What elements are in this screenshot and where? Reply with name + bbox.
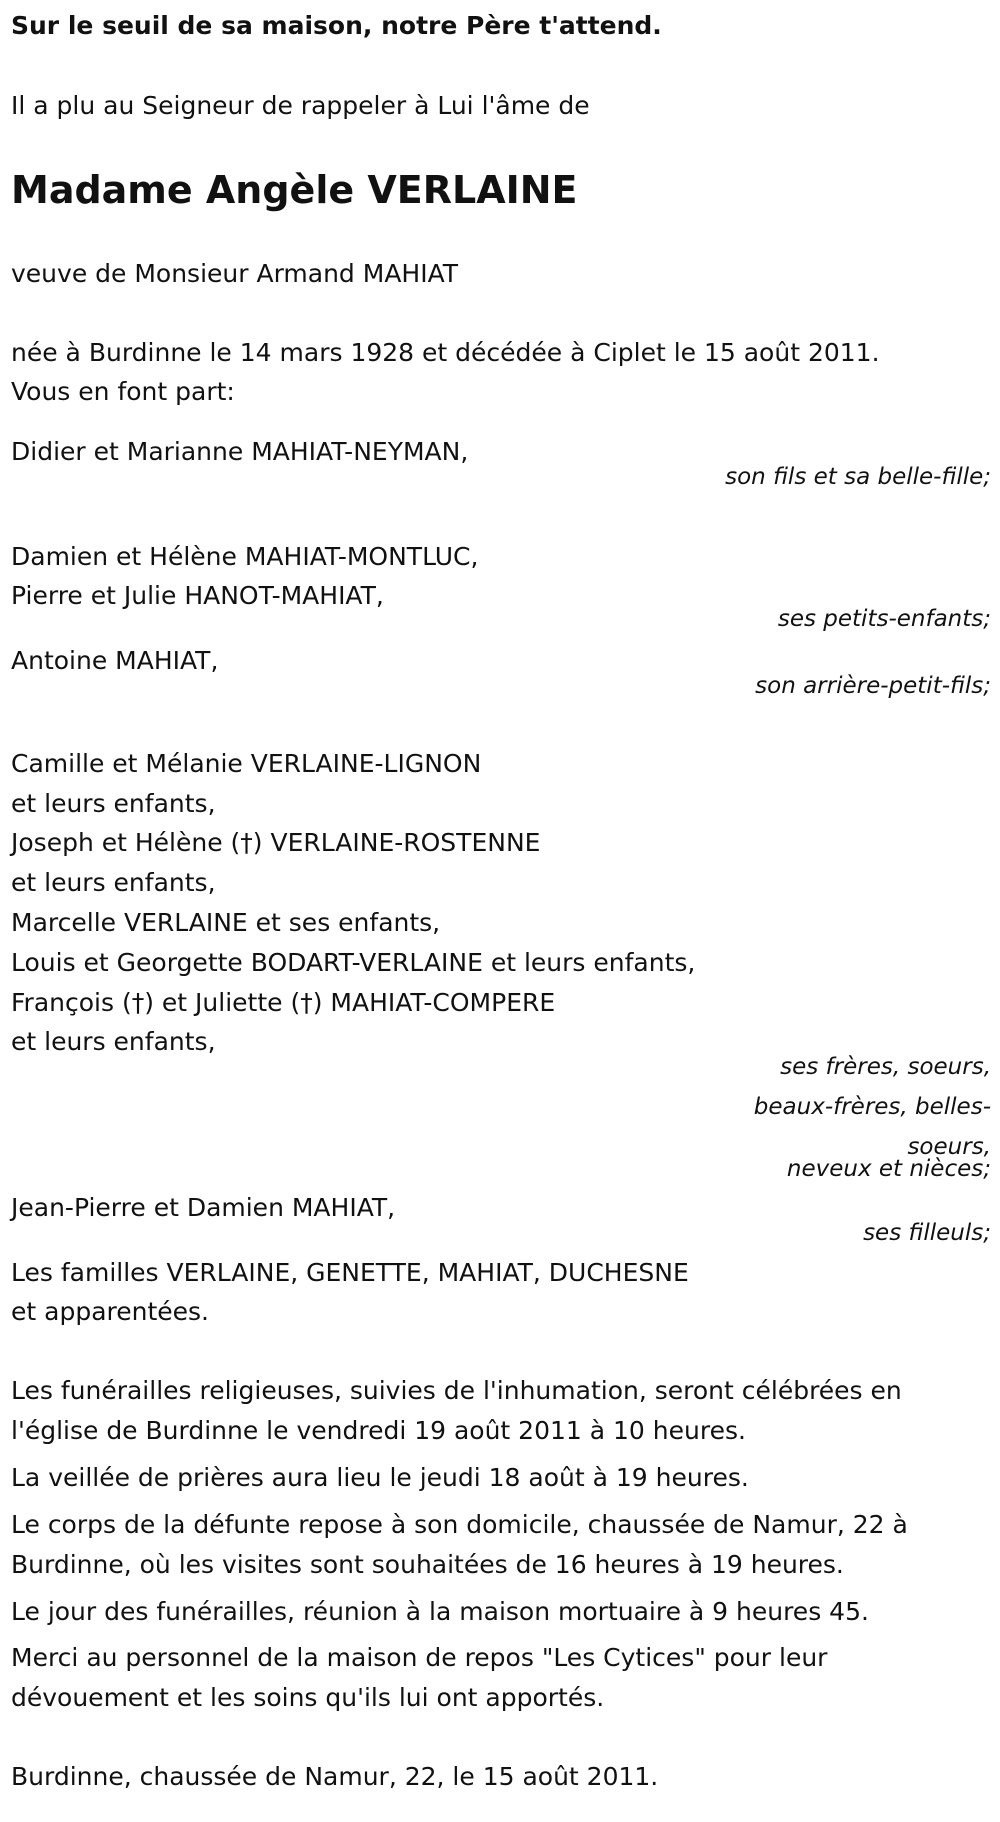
announce-text: Vous en font part:: [11, 377, 235, 406]
greatgrandson-role: son arrière-petit-fils;: [755, 673, 991, 699]
siblings-line-2: et leurs enfants,: [11, 789, 216, 818]
funeral-line-1: Les funérailles religieuses, suivies de l'inhumation, seront célébrées en: [11, 1376, 902, 1405]
families-line-2: et apparentées.: [11, 1297, 209, 1326]
families-line-1: Les familles VERLAINE, GENETTE, MAHIAT, DUCHESNE: [11, 1258, 689, 1287]
son-role: son fils et sa belle-fille;: [725, 464, 991, 490]
gathering-text: Le jour des funérailles, réunion à la maison mortuaire à 9 heures 45.: [11, 1597, 869, 1626]
siblings-line-6: Louis et Georgette BODART-VERLAINE et leurs enfants,: [11, 948, 696, 977]
greatgrandson-line: Antoine MAHIAT,: [11, 646, 219, 675]
godchildren-role: ses filleuls;: [863, 1220, 991, 1246]
siblings-role-1: ses frères, soeurs,: [780, 1054, 991, 1080]
grandchildren-role: ses petits-enfants;: [777, 606, 991, 632]
vigil-text: La veillée de prières aura lieu le jeudi 18 août à 19 heures.: [11, 1463, 749, 1492]
funeral-line-2: l'église de Burdinne le vendredi 19 août 2011 à 10 heures.: [11, 1416, 746, 1445]
siblings-line-5: Marcelle VERLAINE et ses enfants,: [11, 908, 441, 937]
widow-of-text: veuve de Monsieur Armand MAHIAT: [11, 259, 459, 288]
siblings-line-1: Camille et Mélanie VERLAINE-LIGNON: [11, 749, 482, 778]
grandchildren-line-2: Pierre et Julie HANOT-MAHIAT,: [11, 581, 384, 610]
birth-death-text: née à Burdinne le 14 mars 1928 et décédée à Ciplet le 15 août 2011.: [11, 338, 880, 367]
siblings-line-8: et leurs enfants,: [11, 1027, 216, 1056]
grandchildren-line-1: Damien et Hélène MAHIAT-MONTLUC,: [11, 542, 479, 571]
thanks-line-2: dévouement et les soins qu'ils lui ont apportés.: [11, 1683, 605, 1712]
siblings-line-4: et leurs enfants,: [11, 868, 216, 897]
rest-line-2: Burdinne, où les visites sont souhaitées de 16 heures à 19 heures.: [11, 1550, 844, 1579]
thanks-line-1: Merci au personnel de la maison de repos "Les Cytices" pour leur: [11, 1643, 828, 1672]
siblings-role-2: beaux-frères, belles-soeurs,: [753, 1094, 991, 1160]
closing-text: Burdinne, chaussée de Namur, 22, le 15 août 2011.: [11, 1762, 659, 1791]
deceased-name: Madame Angèle VERLAINE: [11, 168, 578, 212]
intro-text: Il a plu au Seigneur de rappeler à Lui l'âme de: [11, 91, 590, 120]
siblings-role-3: neveux et nièces;: [786, 1156, 991, 1182]
son-line: Didier et Marianne MAHIAT-NEYMAN,: [11, 437, 469, 466]
rest-line-1: Le corps de la défunte repose à son domicile, chaussée de Namur, 22 à: [11, 1510, 908, 1539]
siblings-line-3: Joseph et Hélène (†) VERLAINE-ROSTENNE: [11, 828, 541, 857]
godchildren-line: Jean-Pierre et Damien MAHIAT,: [11, 1193, 396, 1222]
motto: Sur le seuil de sa maison, notre Père t'attend.: [11, 11, 662, 40]
siblings-line-7: François (†) et Juliette (†) MAHIAT-COMPERE: [11, 988, 556, 1017]
